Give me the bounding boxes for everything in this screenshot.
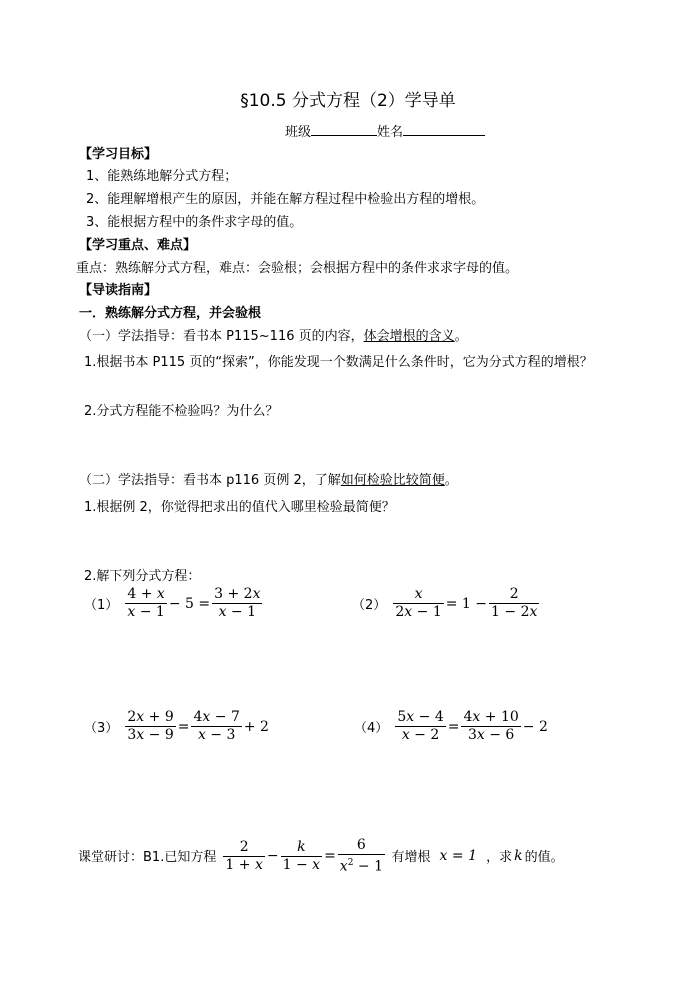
equation-label: （3）: [84, 720, 119, 736]
question-1: 1.根据书本 P115 页的“探索”，你能发现一个数满足什么条件时，它为分式方程的增根？: [84, 355, 593, 370]
study-guide-2-prefix: （二）学法指导：看书本 p116 页例 2，了解: [79, 473, 341, 488]
question-2: 2.分式方程能不检验吗？为什么？: [84, 404, 279, 419]
equation-label: （4）: [354, 720, 389, 736]
study-guide-2-underline: 如何检验比较简便: [340, 473, 445, 488]
study-guide-1: [79, 325, 468, 344]
equation-1: （1） $\frac{4 + x}{x - 1}$ − 5 = $\frac{3 + 2x}{x - 1}$: [84, 586, 261, 620]
classroom-mid: 有增根: [391, 850, 431, 866]
part1-title: 一．熟练解分式方程，并会验根: [79, 306, 262, 321]
classroom-var: k: [514, 847, 523, 864]
keypoints-text: 重点：熟练解分式方程，难点：会验根；会根据方程中的条件求求字母的值。: [76, 261, 519, 276]
name-label: 姓名: [377, 125, 404, 140]
study-guide-1-underline: 体会增根的含义: [363, 329, 455, 344]
goal-item: 1、能熟练地解分式方程；: [86, 169, 238, 184]
study-guide-2: [79, 469, 458, 488]
goals-heading: 【学习目标】: [79, 147, 158, 162]
equation-4: （4） $\frac{5x - 4}{x - 2}$ = $\frac{4x + 10}{3x - 6}$ − 2: [354, 709, 548, 743]
study-guide-1-suffix: 。: [454, 329, 468, 344]
page-title: §10.5 分式方程（2）学导单: [240, 91, 456, 111]
goal-item: 2、能理解增根产生的原因，并能在解方程过程中检验出方程的增根。: [86, 192, 485, 207]
equation-label: （2）: [352, 597, 387, 613]
equation-3: （3） $\frac{2x + 9}{3x - 9}$ = $\frac{4x - 7}{x - 3}$ + 2: [84, 709, 269, 743]
keypoints-heading: 【学习重点、难点】: [79, 238, 197, 253]
classroom-question: 课堂研讨：B1.已知方程 $\frac{2}{1 + x}$ − $\frac{k}{1 - x}$ = $\frac{6}{x^2 - 1}$ 有增根 x = 1 ，求 k 的值。: [78, 837, 564, 875]
study-guide-2-suffix: 。: [444, 473, 458, 488]
classroom-prefix: 课堂研讨：B1.已知方程: [78, 850, 217, 866]
study-guide-1-prefix: （一）学法指导：看书本 P115~116 页的内容，: [79, 329, 364, 344]
class-blank[interactable]: [311, 123, 377, 136]
class-label: 班级: [285, 125, 312, 140]
classroom-root: x = 1: [439, 847, 477, 864]
name-blank[interactable]: [403, 123, 485, 136]
guide-heading: 【导读指南】: [79, 283, 158, 298]
equation-label: （1）: [84, 597, 119, 613]
classroom-suffix-a: ，求: [486, 850, 513, 866]
goal-item: 3、能根据方程中的条件求字母的值。: [86, 215, 303, 230]
classroom-suffix-b: 的值。: [524, 850, 564, 866]
question-3: 1.根据例 2，你觉得把求出的值代入哪里检验最简便？: [84, 500, 395, 515]
question-4: 2.解下列分式方程：: [84, 569, 201, 584]
class-name-line: [285, 121, 485, 140]
equation-2: （2） $\frac{x}{2x - 1}$ = 1 − $\frac{2}{1 - 2x}$: [352, 586, 538, 620]
